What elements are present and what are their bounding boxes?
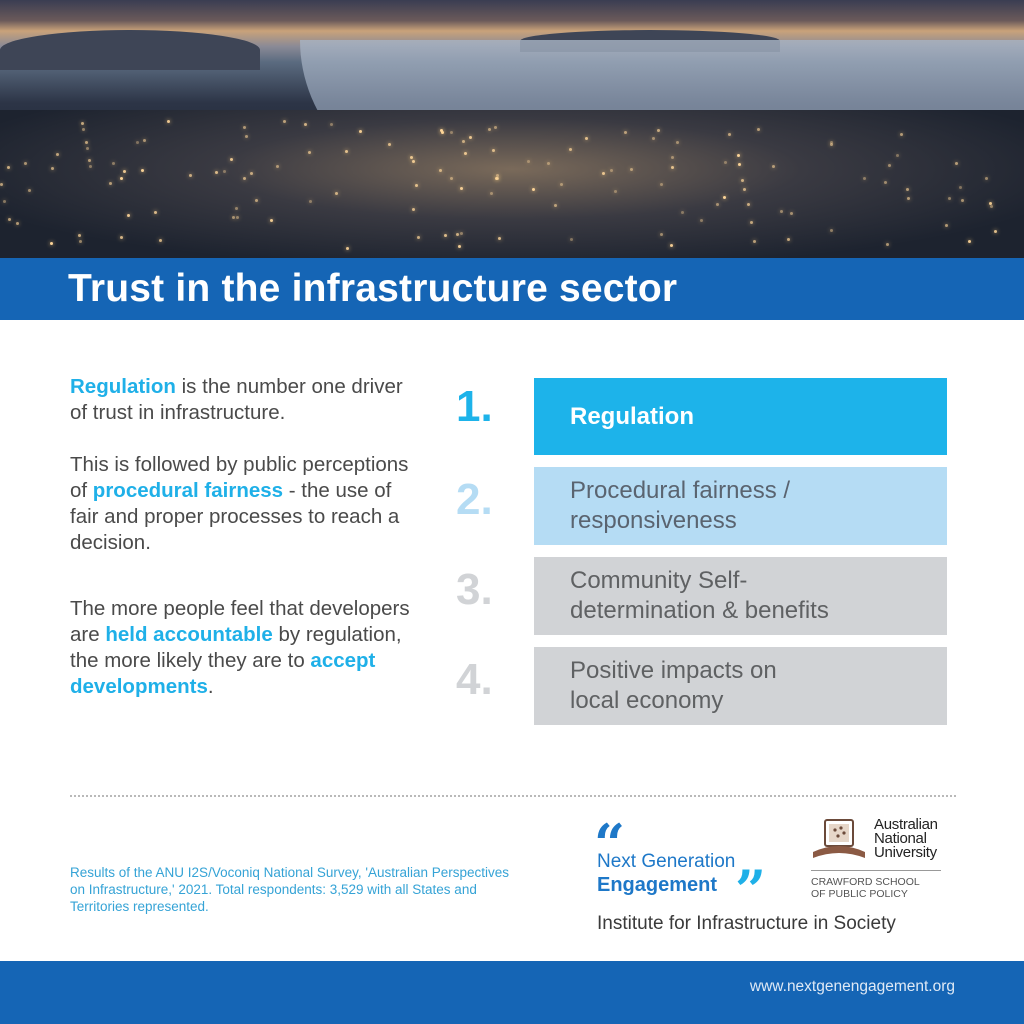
anu-rule (811, 870, 941, 871)
rank-box-1 (534, 378, 947, 455)
rank-label-1: Regulation (570, 402, 694, 430)
website-link[interactable]: www.nextgenengagement.org (749, 978, 955, 995)
anu-crest-icon (811, 818, 867, 864)
intro-paragraph-3: The more people feel that developers are held accountable by regulation, the more likely they are to accept developments. (70, 597, 410, 698)
close-quote-icon: ” (735, 858, 767, 922)
intro-paragraph-2: This is followed by public perceptions of procedural fairness - the use of fair and proper processes to reach a decision. (70, 453, 409, 554)
intro-paragraph-1: Regulation is the number one driver of trust in infrastructure. (70, 375, 403, 424)
logo-line-1: Next Generation (597, 851, 736, 872)
rank-box-4 (534, 647, 947, 725)
highlight-accept-developments: accept developments (70, 649, 376, 698)
open-quote-icon: “ (594, 812, 626, 876)
rank-number-3: 3. (456, 565, 493, 614)
highlight-regulation: Regulation (70, 375, 176, 398)
footer-band (0, 961, 1024, 1024)
title-band (0, 258, 1024, 320)
page-title: Trust in the infrastructure sector (68, 267, 678, 310)
hero-city-photo (0, 0, 1024, 258)
crawford-school: CRAWFORD SCHOOL OF PUBLIC POLICY (811, 876, 920, 900)
institute-name: Institute for Infrastructure in Society (597, 913, 896, 934)
source-note: Results of the ANU I2S/Voconiq National Survey, 'Australian Perspectives on Infrastructure,' 2021. Total respondents: 3,529 with all States and Territories represented. (70, 865, 510, 914)
rank-label-3: Community Self-determination & benefits (570, 567, 829, 624)
highlight-held-accountable: held accountable (105, 623, 273, 646)
anu-name: Australian National University (874, 816, 938, 861)
rank-number-1: 1. (456, 382, 493, 431)
rank-number-2: 2. (456, 475, 493, 524)
rank-number-4: 4. (456, 655, 493, 704)
rank-label-2: Procedural fairness / responsiveness (570, 477, 791, 534)
intro-text (70, 374, 410, 700)
rank-box-2 (534, 467, 947, 545)
dotted-divider (70, 795, 956, 797)
rank-box-3 (534, 557, 947, 635)
logo-line-2: Engagement (597, 874, 718, 896)
highlight-procedural-fairness: procedural fairness (92, 479, 284, 502)
rank-label-4: Positive impacts on local economy (570, 657, 777, 714)
